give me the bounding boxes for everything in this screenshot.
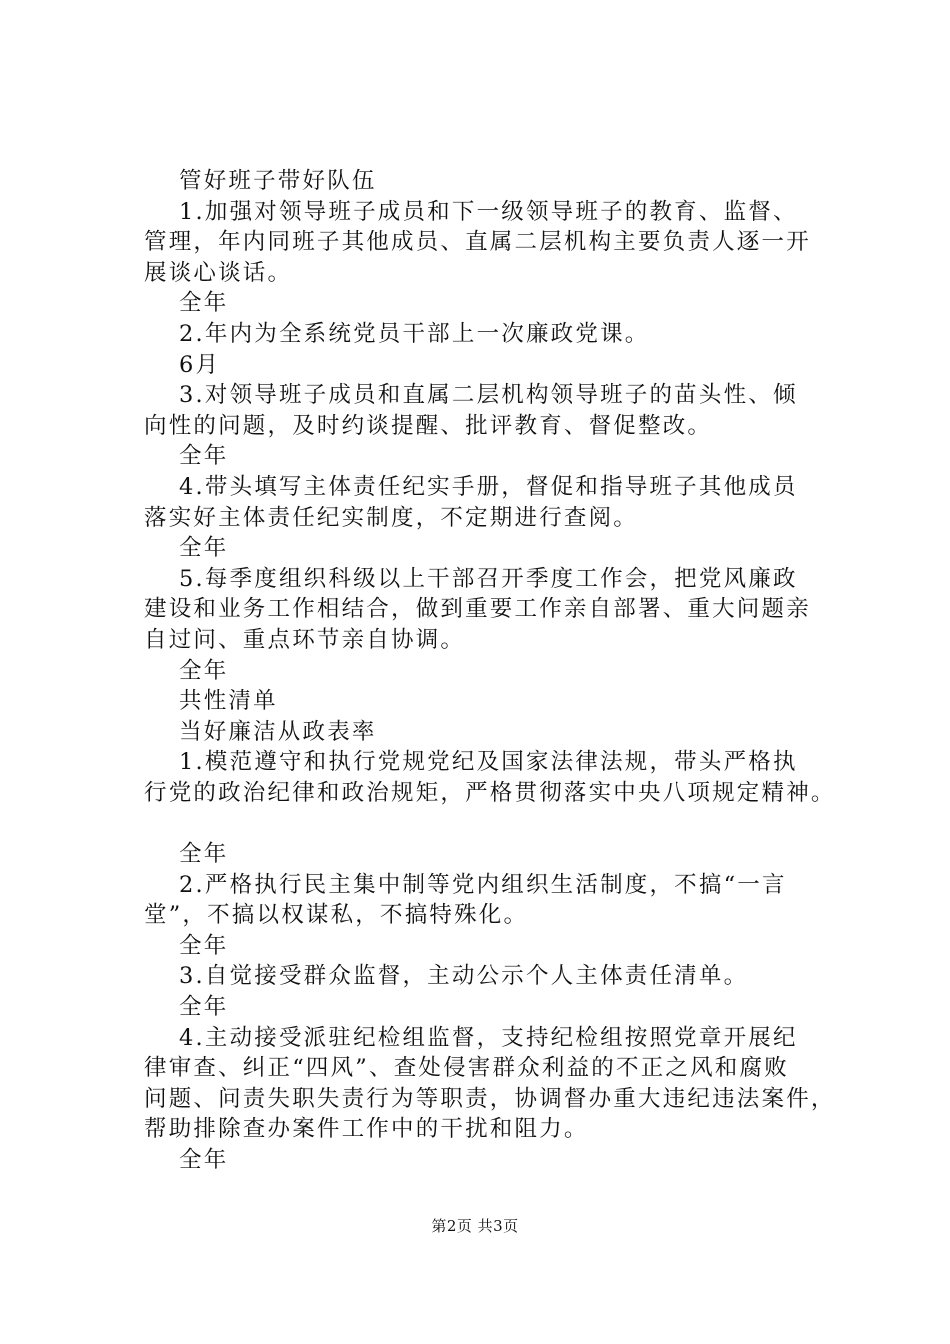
text-line: 2.年内为全系统党员干部上一次廉政党课。: [179, 320, 650, 347]
text-line: 当好廉洁从政表率: [179, 718, 377, 745]
text-line: 落实好主体责任纪实制度，不定期进行查阅。: [144, 504, 639, 531]
text-line: 2.严格执行民主集中制等党内组织生活制度，不搞“一言: [179, 871, 787, 898]
page-footer: 第2页 共3页: [431, 1217, 519, 1235]
text-line: 全年: [179, 841, 229, 868]
text-line: 3.自觉接受群众监督，主动公示个人主体责任清单。: [179, 963, 749, 990]
text-line: 帮助排除查办案件工作中的干扰和阻力。: [144, 1116, 589, 1143]
text-line: 3.对领导班子成员和直属二层机构领导班子的苗头性、倾: [179, 382, 798, 409]
text-line: 建设和业务工作相结合，做到重要工作亲自部署、重大问题亲: [144, 596, 811, 623]
text-line: 1.加强对领导班子成员和下一级领导班子的教育、监督、: [179, 198, 798, 225]
text-line: 4.主动接受派驻纪检组监督，支持纪检组按照党章开展纪: [179, 1024, 798, 1051]
text-line: 自过问、重点环节亲自协调。: [144, 626, 466, 653]
text-line: 全年: [179, 994, 229, 1021]
text-line: 共性清单: [179, 688, 278, 715]
text-line: 1.模范遵守和执行党规党纪及国家法律法规，带头严格执: [179, 749, 798, 776]
text-line: 律审查、纠正“四风”、查处侵害群众利益的不正之风和腐败: [144, 1055, 789, 1082]
text-line: 展谈心谈话。: [144, 259, 293, 286]
text-line: 4.带头填写主体责任纪实手册，督促和指导班子其他成员: [179, 473, 798, 500]
text-line: 全年: [179, 657, 229, 684]
text-line: 问题、问责失职失责行为等职责，协调督办重大违纪违法案件，: [144, 1085, 836, 1112]
text-line: 6月: [179, 351, 221, 378]
text-line: 管好班子带好队伍: [179, 168, 377, 194]
text-line: 全年: [179, 1147, 229, 1173]
text-line: 行党的政治纪律和政治规矩，严格贯彻落实中央八项规定精神。: [144, 779, 836, 806]
text-line: 堂”，不搞以权谋私，不搞特殊化。: [144, 902, 529, 929]
text-line: 全年: [179, 290, 229, 317]
text-line: 全年: [179, 535, 229, 562]
text-line: 向性的问题，及时约谈提醒、批评教育、督促整改。: [144, 412, 713, 439]
text-line: 管理，年内同班子其他成员、直属二层机构主要负责人逐一开: [144, 229, 811, 256]
text-line: 5.每季度组织科级以上干部召开季度工作会，把党风廉政: [179, 565, 798, 592]
text-line: 全年: [179, 932, 229, 959]
document-body: [144, 166, 836, 1176]
text-line: 全年: [179, 443, 229, 470]
blank-line: [144, 808, 830, 839]
